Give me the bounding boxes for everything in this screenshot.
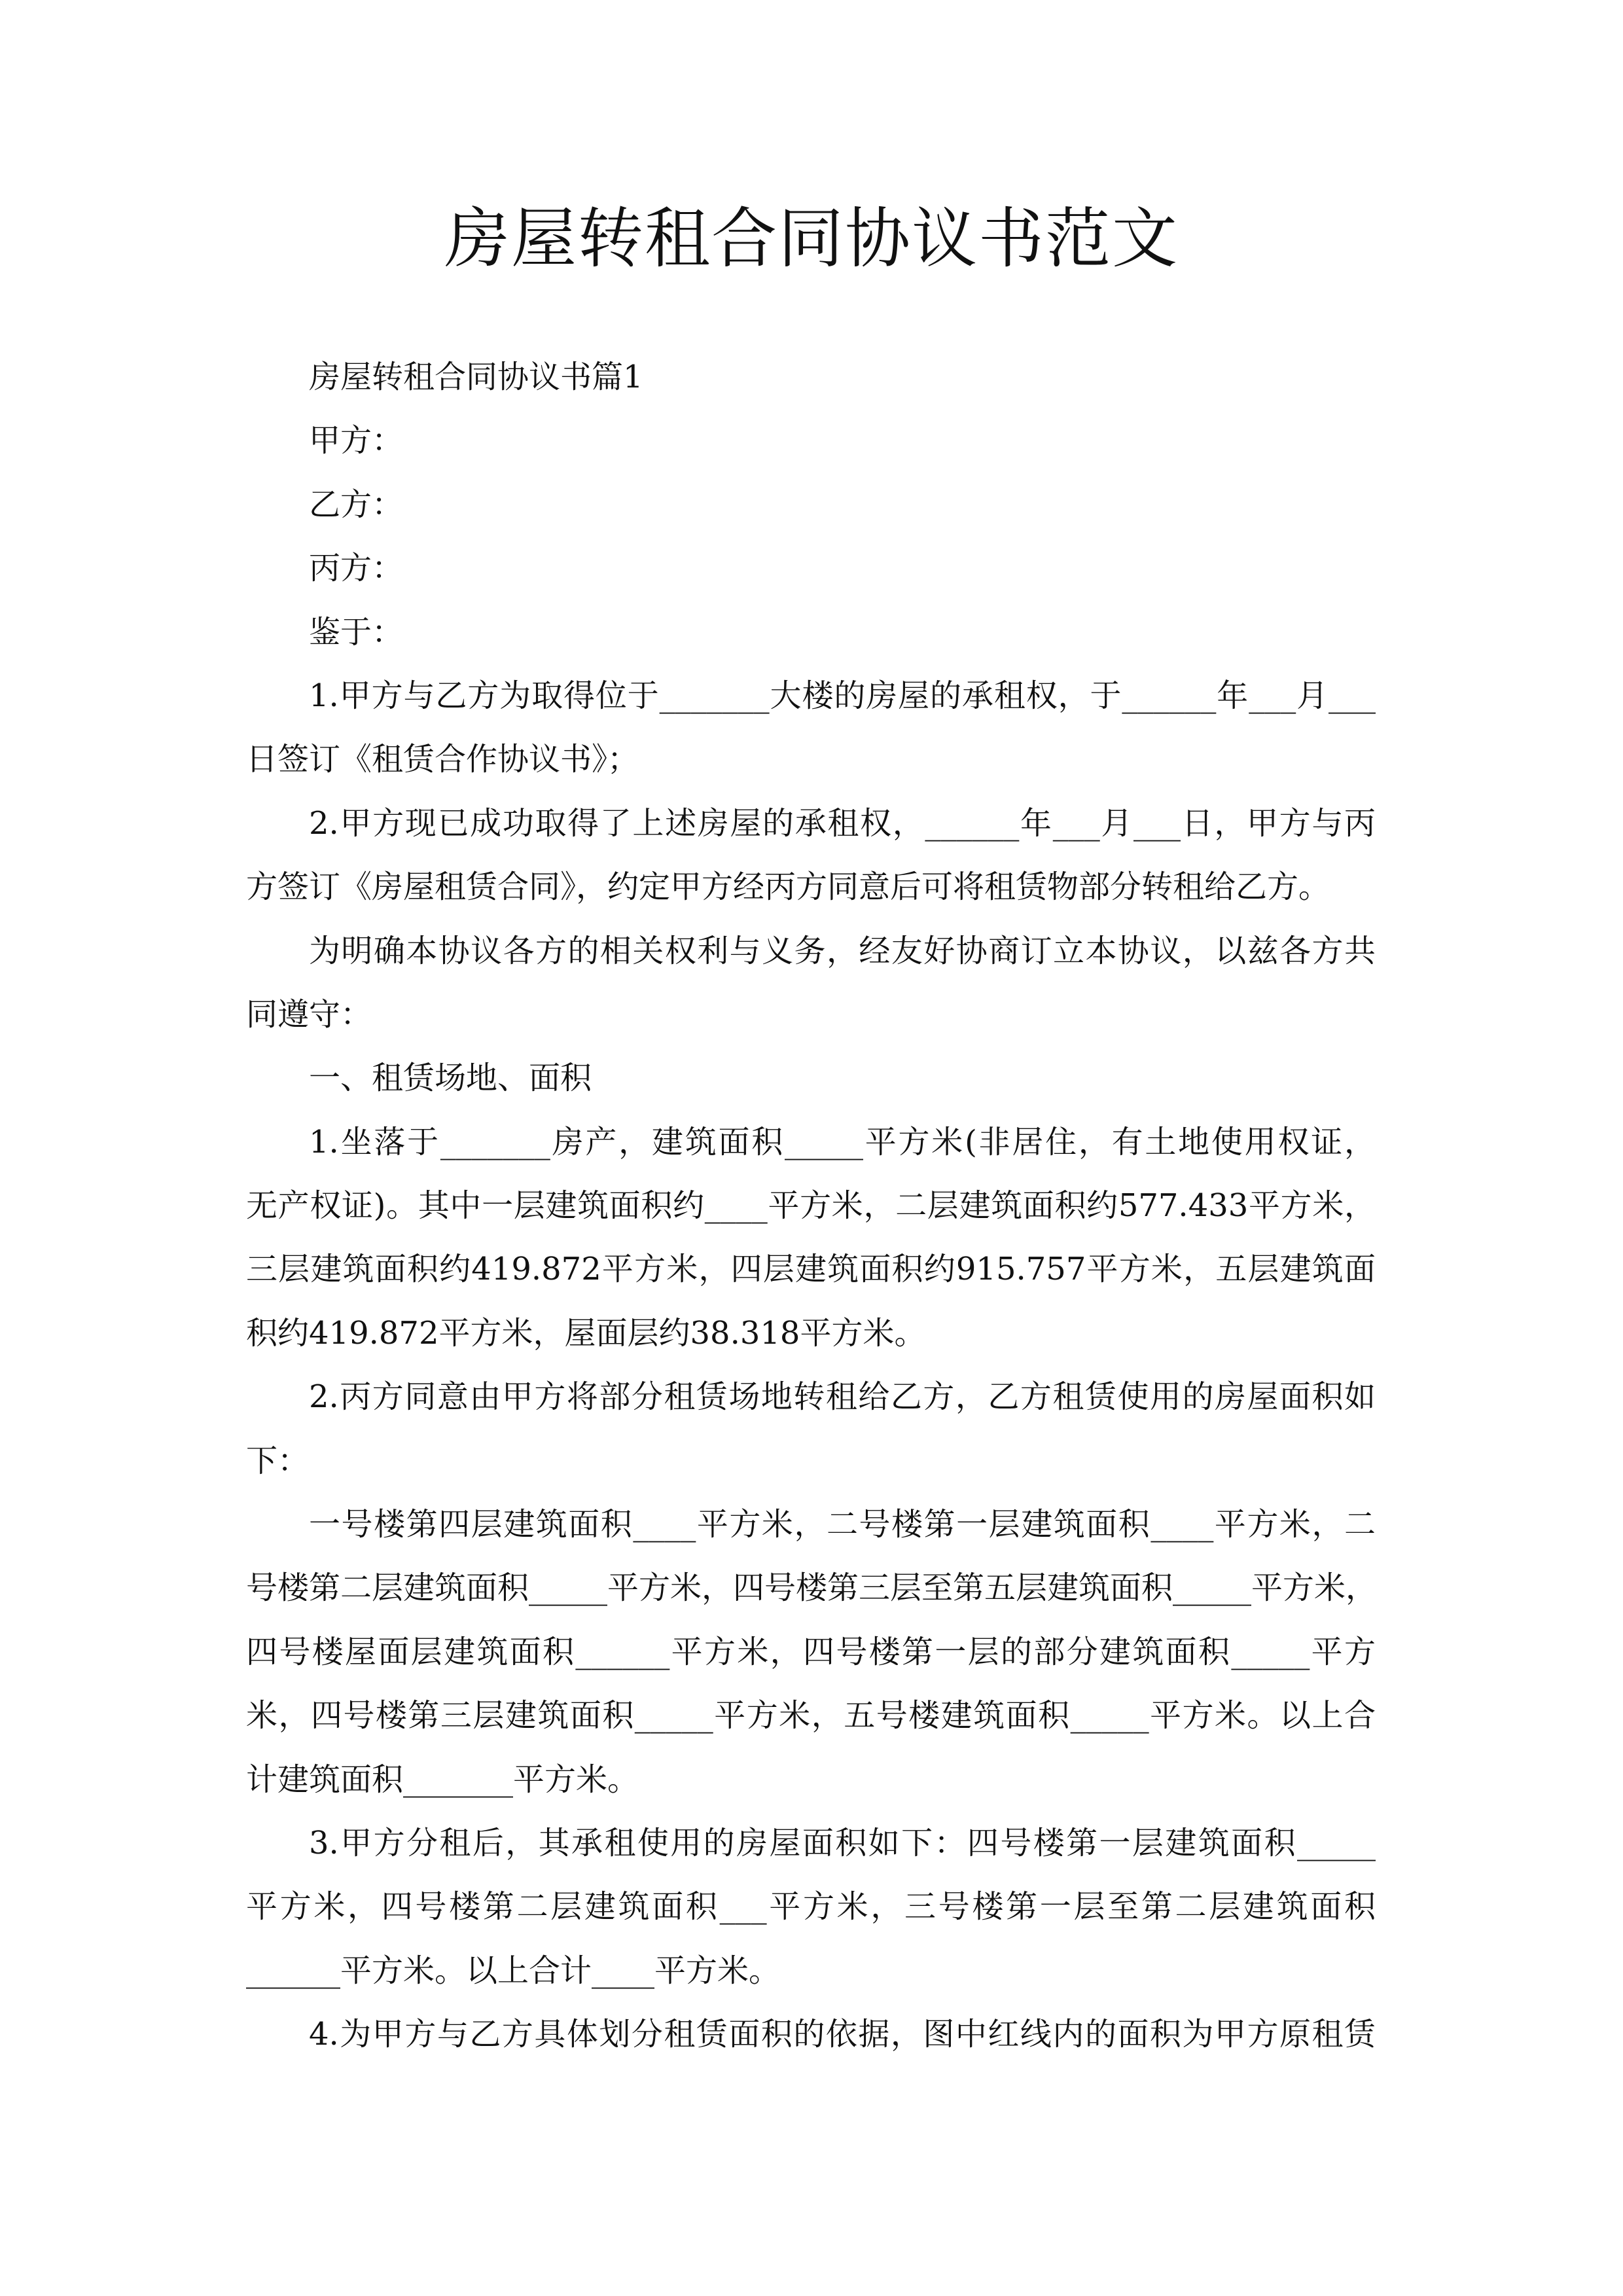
text-line: 丙方：	[309, 550, 404, 587]
paragraph	[246, 346, 1376, 409]
document-body	[246, 346, 1376, 2067]
paragraph	[246, 473, 1376, 537]
text-line: 无产权证)。其中一层建筑面积约____平方米，二层建筑面积约577.433平方米，	[246, 1187, 1376, 1225]
text-line: 房屋转租合同协议书篇1	[309, 359, 643, 395]
text-line: 4.为甲方与乙方具体划分租赁面积的依据，图中红线内的面积为甲方原租赁	[309, 2016, 1376, 2053]
paragraph	[246, 1812, 1376, 2003]
paragraph	[246, 920, 1376, 1047]
text-line: 方签订《房屋租赁合同》，约定甲方经丙方同意后可将租赁物部分转租给乙方。	[246, 869, 1330, 906]
paragraph	[246, 1365, 1376, 1493]
text-line: 2.甲方现已成功取得了上述房屋的承租权，______年___月___日，甲方与丙	[309, 804, 1376, 842]
document-title: 房屋转租合同协议书范文	[444, 200, 1179, 277]
paragraph	[246, 1111, 1376, 1366]
paragraph	[246, 792, 1376, 920]
paragraph	[246, 409, 1376, 473]
text-line: 一号楼第四层建筑面积____平方米，二号楼第一层建筑面积____平方米，二	[309, 1506, 1376, 1543]
paragraph	[246, 601, 1376, 664]
text-line: 为明确本协议各方的相关权利与义务，经友好协商订立本协议，以兹各方共	[309, 932, 1376, 969]
paragraph	[246, 664, 1376, 792]
text-line: 同遵守：	[246, 996, 372, 1033]
text-line: 平方米，四号楼第二层建筑面积___平方米，三号楼第一层至第二层建筑面积	[246, 1888, 1376, 1926]
text-line: 米，四号楼第三层建筑面积_____平方米，五号楼建筑面积_____平方米。以上合	[246, 1697, 1376, 1734]
text-line: 下：	[246, 1442, 310, 1479]
text-line: 3.甲方分租后，其承租使用的房屋面积如下：四号楼第一层建筑面积_____	[309, 1824, 1376, 1861]
text-line: 日签订《租赁合作协议书》；	[246, 741, 639, 778]
text-line: 甲方：	[309, 422, 404, 459]
text-line: 一、租赁场地、面积	[309, 1060, 592, 1097]
paragraph	[246, 537, 1376, 600]
paragraph	[246, 1493, 1376, 1812]
text-line: 四号楼屋面层建筑面积______平方米，四号楼第一层的部分建筑面积_____平方	[246, 1633, 1376, 1670]
text-line: 乙方：	[309, 486, 404, 523]
text-line: 鉴于：	[309, 613, 404, 651]
paragraph	[246, 1047, 1376, 1110]
text-line: 三层建筑面积约419.872平方米，四层建筑面积约915.757平方米，五层建筑面	[246, 1251, 1376, 1288]
text-line: 1.甲方与乙方为取得位于_______大楼的房屋的承租权，于______年___月___	[309, 677, 1376, 714]
text-line: 积约419.872平方米，屋面层约38.318平方米。	[246, 1314, 926, 1352]
text-line: 1.坐落于_______房产，建筑面积_____平方米(非居住，有土地使用权证，	[309, 1123, 1376, 1160]
text-line: 2.丙方同意由甲方将部分租赁场地转租给乙方，乙方租赁使用的房屋面积如	[309, 1378, 1376, 1416]
text-line: ______平方米。以上合计____平方米。	[246, 1952, 781, 1989]
paragraph	[246, 2003, 1376, 2066]
text-line: 号楼第二层建筑面积_____平方米，四号楼第三层至第五层建筑面积_____平方米，	[246, 1570, 1378, 1607]
text-line: 计建筑面积_______平方米。	[246, 1761, 639, 1798]
